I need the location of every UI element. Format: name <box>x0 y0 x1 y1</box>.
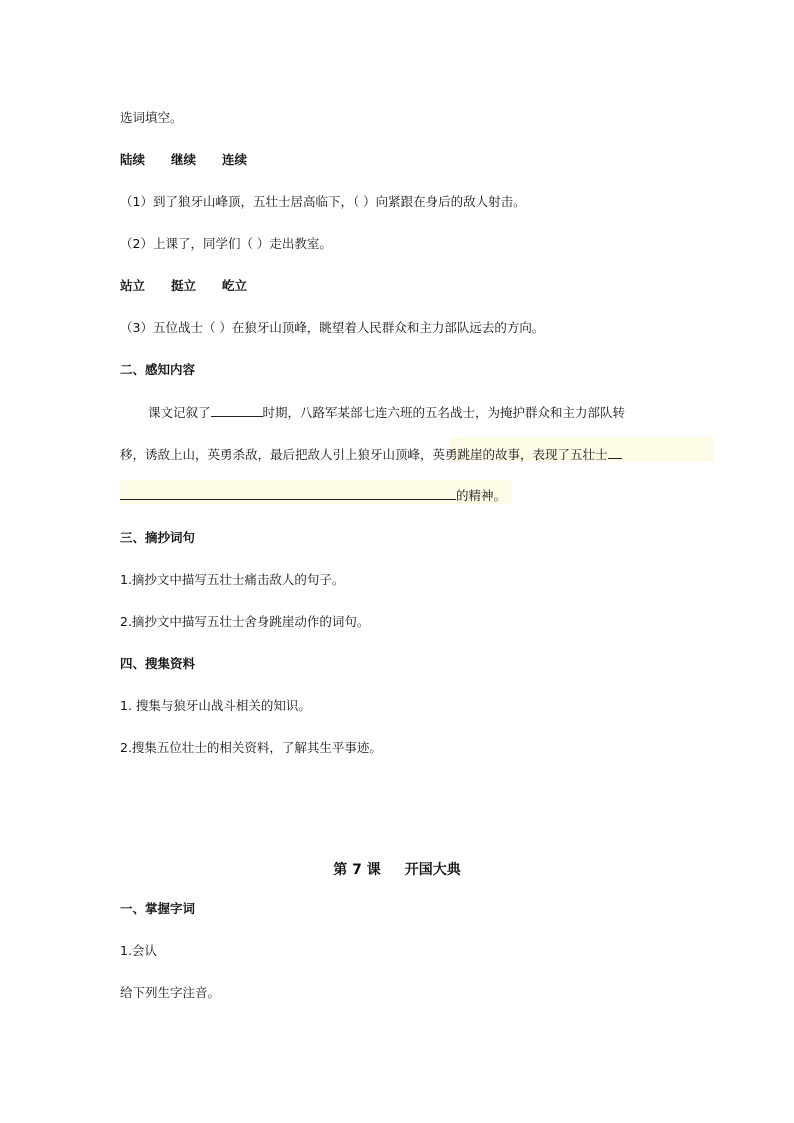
lesson7-subheading: 1.会认 <box>120 943 157 958</box>
paragraph-text: 移，诱敌上山，英勇杀敌，最后把敌人引上狼牙山顶峰，英勇跳崖的故事，表现了五壮士 <box>120 447 608 462</box>
word-option: 陆续 <box>120 152 146 167</box>
answer-blank <box>211 404 263 417</box>
content-paragraph-line-2 <box>120 446 622 463</box>
answer-blank <box>608 446 622 459</box>
paragraph-text: 的精神。 <box>456 488 507 503</box>
answer-blank <box>120 487 456 500</box>
question-1: （1）到了狼牙山峰顶，五壮士居高临下，（ ）向紧跟在身后的敌人射击。 <box>120 194 526 209</box>
word-option: 连续 <box>222 152 248 167</box>
lesson7-instruction: 给下列生字注音。 <box>120 985 221 1000</box>
section-three-item-1: 1.摘抄文中描写五壮士痛击敌人的句子。 <box>120 572 345 587</box>
question-2: （2）上课了，同学们（ ）走出教室。 <box>120 236 332 251</box>
word-option: 继续 <box>171 152 197 167</box>
word-option: 屹立 <box>222 278 248 293</box>
section-four-item-2: 2.搜集五位壮士的相关资料，了解其生平事迹。 <box>120 740 382 755</box>
lesson-title <box>0 859 794 879</box>
content-paragraph-line-3 <box>120 487 506 504</box>
lesson-number: 第 7 课 <box>333 862 381 878</box>
section-three-heading: 三、摘抄词句 <box>120 530 196 545</box>
word-options-1 <box>120 152 273 168</box>
section-four-heading: 四、搜集资料 <box>120 656 196 671</box>
section-three-item-2: 2.摘抄文中描写五壮士舍身跳崖动作的词句。 <box>120 614 370 629</box>
section-two-heading: 二、感知内容 <box>120 362 196 377</box>
lesson-name: 开国大典 <box>404 862 461 878</box>
lesson7-section-heading: 一、掌握字词 <box>120 901 196 916</box>
word-options-2 <box>120 278 273 294</box>
section-four-item-1: 1. 搜集与狼牙山战斗相关的知识。 <box>120 698 311 713</box>
question-3: （3）五位战士（ ）在狼牙山顶峰，眺望着人民群众和主力部队远去的方向。 <box>120 320 545 335</box>
word-option: 站立 <box>120 278 146 293</box>
fill-heading: 选词填空。 <box>120 110 183 125</box>
paragraph-text: 课文记叙了 <box>148 405 211 420</box>
paragraph-text: 时期，八路军某部七连六班的五名战士，为掩护群众和主力部队转 <box>262 405 626 420</box>
word-option: 挺立 <box>171 278 197 293</box>
content-paragraph-line-1 <box>148 404 625 421</box>
